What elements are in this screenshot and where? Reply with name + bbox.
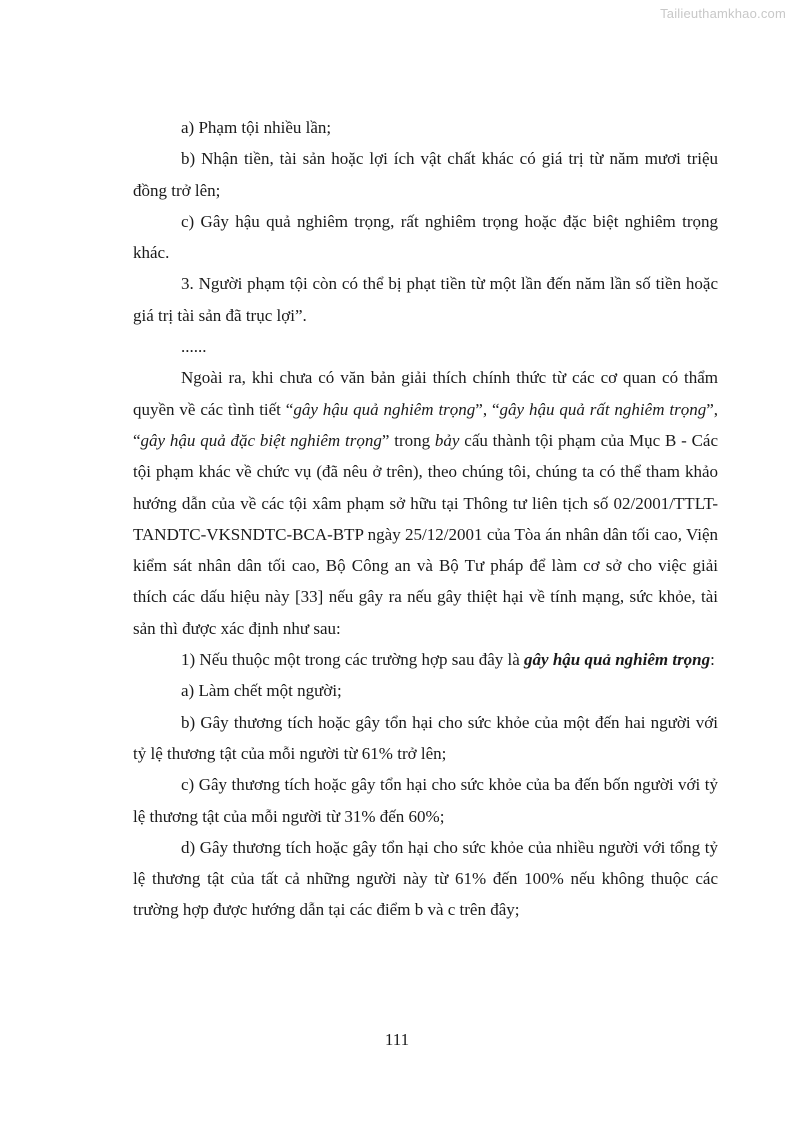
paragraph-sub-a: a) Làm chết một người;: [181, 681, 342, 701]
text-run: Ngoài ra, khi chưa có văn bản giải thích chính thức từ các cơ quan có thẩm quyền về các tình tiết “: [133, 368, 718, 419]
watermark: Tailieuthamkhao.com: [660, 6, 786, 21]
paragraph-item-c: c) Gây hậu quả nghiêm trọng, rất nghiêm trọng hoặc đặc biệt nghiêm trọng khác.: [133, 211, 718, 263]
paragraph-clause-3: 3. Người phạm tội còn có thể bị phạt tiền từ một lần đến năm lần số tiền hoặc giá trị tài sản đã trục lợi”.: [133, 274, 718, 325]
paragraph-explanation: [133, 362, 718, 644]
text-run: ”, “: [475, 399, 500, 419]
text-run: ”, “: [133, 399, 718, 450]
italic-term: bảy: [434, 430, 460, 450]
italic-term: gây hậu quả đặc biệt nghiêm trọng: [140, 430, 382, 450]
text-run: cấu thành tội phạm của Mục B - Các tội phạm khác về chức vụ (đã nêu ở trên), theo chúng tôi, chúng ta có thể tham khảo hướng dẫn của về các tội xâm phạm sở hữu tại Thông tư liên tịch số 02/2001/TTLT-TANDTC-VKSNDTC-BCA-BTP ngày 25/12/2001 của Tòa án nhân dân tối cao, Viện kiểm sát nhân dân tối cao, Bộ Công an và Bộ Tư pháp để làm cơ sở cho việc giải thích các dấu hiệu này [33] nếu gây ra nếu gây thiệt hại về tính mạng, sức khỏe, tài sản thì được xác định như sau:: [133, 430, 718, 638]
page-number: 111: [384, 1030, 410, 1049]
italic-term: gây hậu quả rất nghiêm trọng: [499, 399, 707, 419]
text-run: 1) Nếu thuộc một trong các trường hợp sau đây là: [181, 650, 525, 670]
paragraph-ellipsis: ......: [181, 337, 207, 357]
paragraph-case-1: [133, 644, 718, 675]
paragraph-sub-c: c) Gây thương tích hoặc gây tổn hại cho sức khỏe của ba đến bốn người với tỷ lệ thương tật của mỗi người từ 31% đến 60%;: [133, 775, 718, 826]
paragraph-item-a: a) Phạm tội nhiều lần;: [181, 118, 332, 137]
italic-term: gây hậu quả nghiêm trọng: [293, 399, 476, 419]
text-run: :: [710, 650, 715, 670]
document-body: [133, 112, 718, 926]
paragraph-sub-d: d) Gây thương tích hoặc gây tổn hại cho sức khỏe của nhiều người với tổng tỷ lệ thương tật của tất cả những người này từ 61% đến 100% nếu không thuộc các trường hợp được hướng dẫn tại các điểm b và c trên đây;: [133, 837, 718, 920]
bold-italic-term: gây hậu quả nghiêm trọng: [524, 650, 711, 670]
text-run: ” trong: [381, 430, 435, 450]
paragraph-sub-b: b) Gây thương tích hoặc gây tổn hại cho sức khỏe của một đến hai người với tỷ lệ thương tật của mỗi người từ 61% trở lên;: [133, 712, 718, 763]
paragraph-item-b: b) Nhận tiền, tài sản hoặc lợi ích vật chất khác có giá trị từ năm mươi triệu đồng trở lên;: [133, 149, 718, 200]
